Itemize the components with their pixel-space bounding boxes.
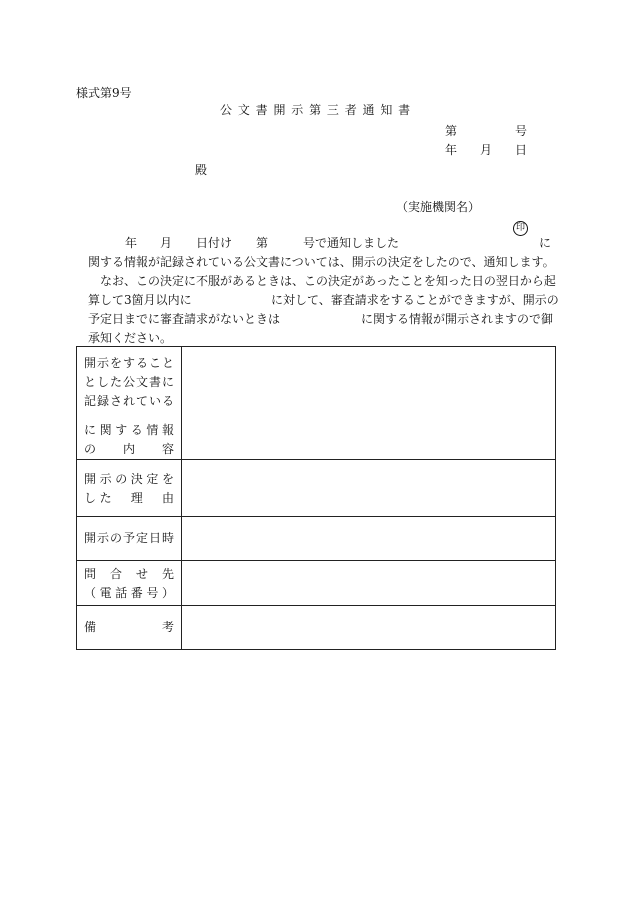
label-line: 備 考 — [84, 620, 174, 634]
label-line: の 内 容 — [84, 442, 174, 456]
seal-mark — [513, 219, 528, 236]
doc-number-suffix: 号 — [515, 124, 528, 138]
p2-line3-b: に関する情報が開示されますので御 — [361, 312, 554, 326]
p2-line1: なお、この決定に不服があるときは、この決定があったことを知った日の翌日から起 — [100, 274, 556, 288]
label-cell-reason — [77, 460, 182, 517]
label-line: 問 合 せ 先 — [84, 567, 174, 581]
label-cell-scheduled-date — [77, 517, 182, 561]
label-cell-disclosed-info — [77, 347, 182, 460]
label-line: とした公文書に — [84, 375, 174, 389]
date-month: 月 — [480, 143, 493, 157]
addressee-suffix: 殿 — [195, 163, 208, 177]
p2-line2-a: 算して3箇月以内に — [88, 293, 192, 307]
table-row — [77, 460, 556, 517]
label-line: に関する情報 — [84, 423, 174, 437]
table-row — [77, 561, 556, 606]
value-cell-remarks[interactable] — [182, 606, 556, 650]
label-cell-contact — [77, 561, 182, 606]
p1-month: 月 — [160, 236, 173, 250]
date-day: 日 — [515, 143, 528, 157]
value-cell-disclosed-info[interactable] — [182, 347, 556, 460]
table-row — [77, 347, 556, 460]
info-table — [76, 346, 556, 650]
date-year: 年 — [445, 143, 458, 157]
label-line: 開示の予定日時 — [84, 531, 174, 545]
doc-number-prefix: 第 — [445, 124, 458, 138]
p2-line4: 承知ください。 — [88, 331, 173, 345]
form-number: 様式第9号 — [76, 86, 132, 100]
seal-icon: 印 — [513, 221, 528, 236]
document-title: 公 文 書 開 示 第 三 者 通 知 書 — [220, 103, 412, 117]
value-cell-reason[interactable] — [182, 460, 556, 517]
label-line: 記録されている — [84, 394, 174, 408]
p1-line2: 関する情報が記録されている公文書については、開示の決定をしたので、通知します。 — [88, 255, 555, 269]
p2-line3-a: 予定日までに審査請求がないときは — [88, 312, 281, 326]
p1-no: 第 — [256, 236, 269, 250]
p1-dated: 日付け — [196, 236, 233, 250]
label-cell-remarks — [77, 606, 182, 650]
label-line: 開示の決定を — [84, 472, 174, 486]
value-cell-contact[interactable] — [182, 561, 556, 606]
agency-name: （実施機関名） — [396, 200, 481, 214]
p1-notified: 号で通知しました — [303, 236, 400, 250]
label-line: した 理 由 — [84, 491, 174, 505]
p2-line2-b: に対して、審査請求をすることができますが、開示の — [271, 293, 559, 307]
p1-ni: に — [539, 236, 552, 250]
label-line: （電話番号） — [84, 586, 174, 600]
p1-year: 年 — [125, 236, 138, 250]
value-cell-scheduled-date[interactable] — [182, 517, 556, 561]
label-line: 開示をすること — [84, 356, 174, 370]
table-row — [77, 517, 556, 561]
table-row — [77, 606, 556, 650]
